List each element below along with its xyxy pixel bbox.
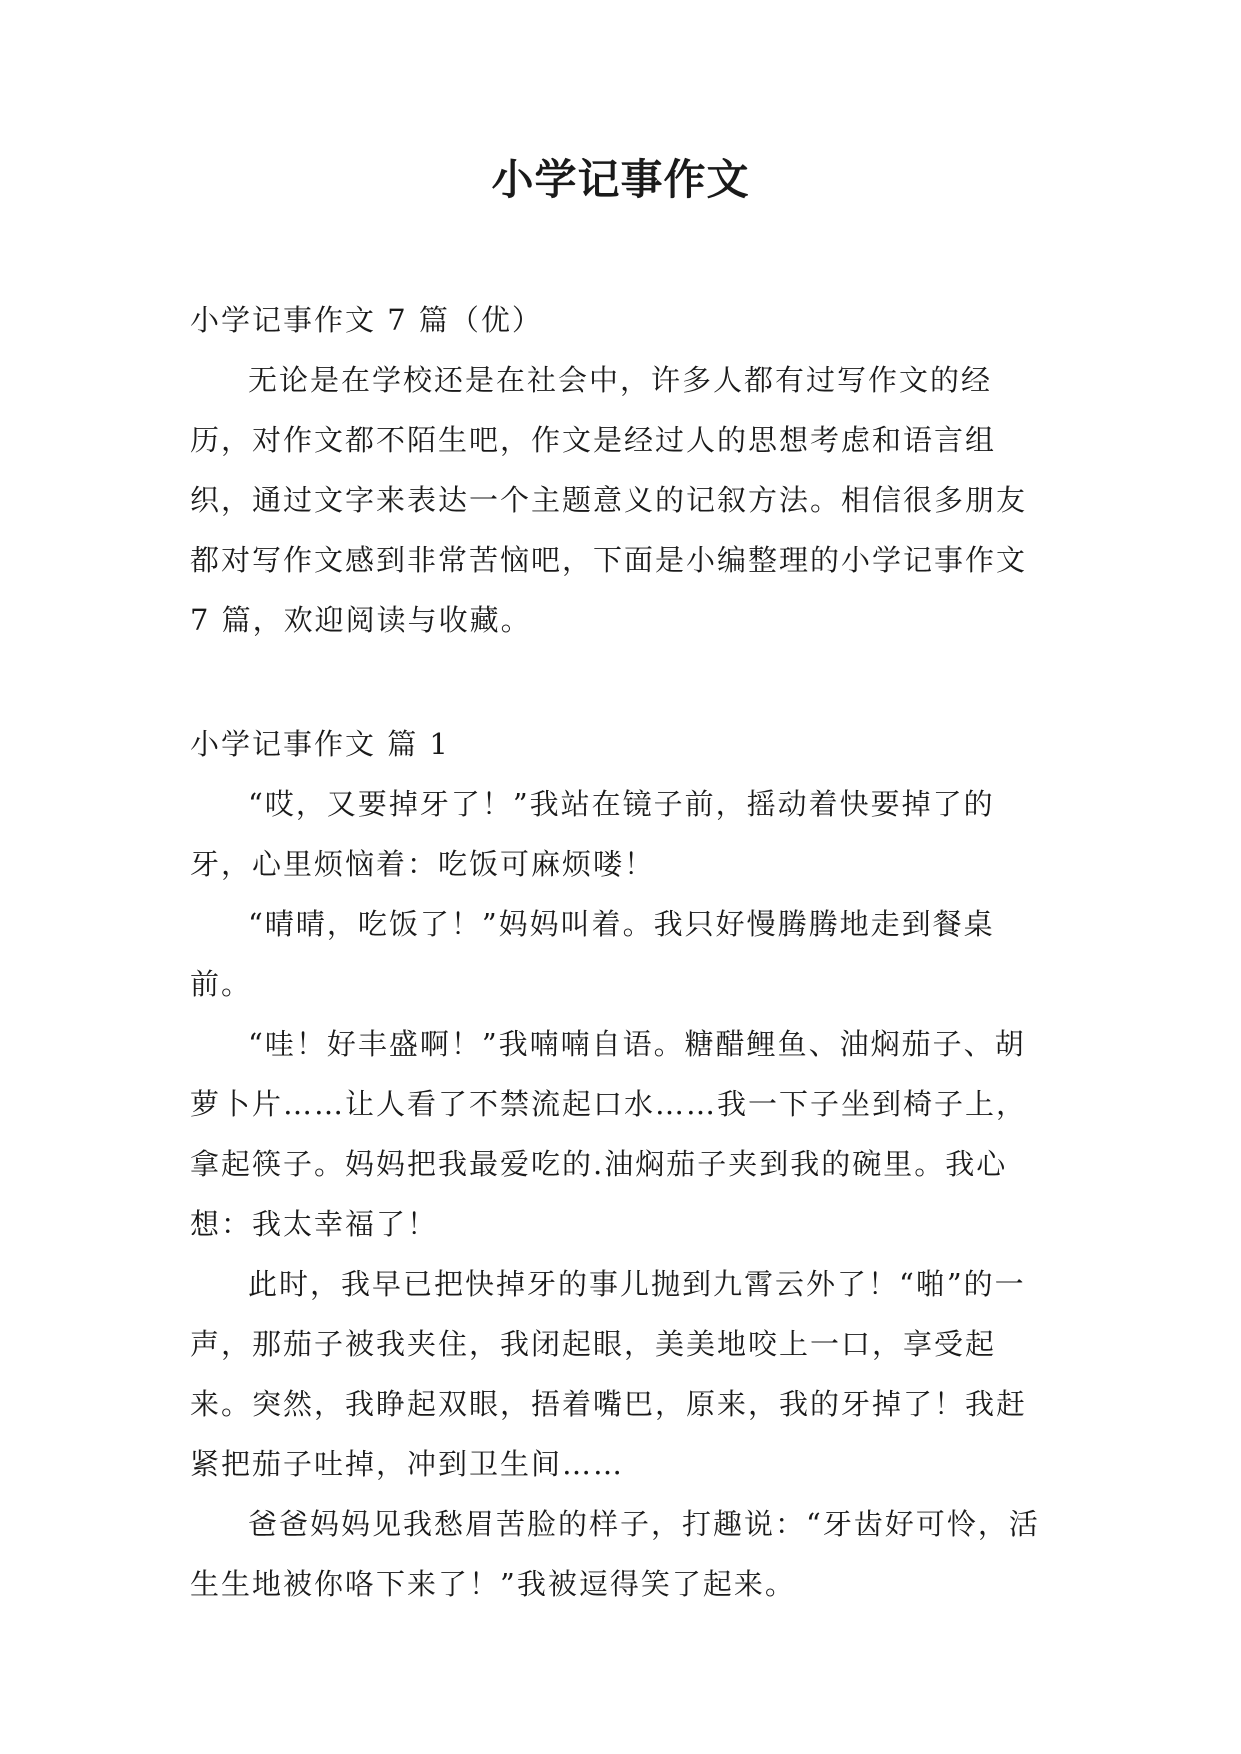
article-1-paragraph-3: “哇！好丰盛啊！”我喃喃自语。糖醋鲤鱼、油焖茄子、胡萝卜片……让人看了不禁流起口水……我一下子坐到椅子上，拿起筷子。妈妈把我最爱吃的.油焖茄子夹到我的碗里。我心想：我太幸福了！ (190, 1027, 1028, 1241)
intro-paragraph: 无论是在学校还是在社会中，许多人都有过写作文的经历，对作文都不陌生吧，作文是经过人的思想考虑和语言组织，通过文字来表达一个主题意义的记叙方法。相信很多朋友都对写作文感到非常苦恼吧，下面是小编整理的小学记事作文 7 篇，欢迎阅读与收藏。 (190, 363, 1028, 637)
intro-heading: 小学记事作文 7 篇（优） (190, 303, 543, 337)
article-1-heading: 小学记事作文 篇 1 (190, 727, 450, 761)
section-spacer (190, 650, 1050, 714)
document-title: 小学记事作文 (491, 155, 750, 204)
article-1-paragraph-1: “哎，又要掉牙了！”我站在镜子前，摇动着快要掉了的牙，心里烦恼着：吃饭可麻烦喽！ (190, 787, 995, 881)
article-1-paragraph-2: “晴晴，吃饭了！”妈妈叫着。我只好慢腾腾地走到餐桌前。 (190, 907, 995, 1001)
article-1-paragraph-4: 此时，我早已把快掉牙的事儿抛到九霄云外了！“啪”的一声，那茄子被我夹住，我闭起眼，美美地咬上一口，享受起来。突然，我睁起双眼，捂着嘴巴，原来，我的牙掉了！我赶紧把茄子吐掉，冲到卫生间…… (190, 1267, 1028, 1481)
document-body (190, 290, 1050, 1614)
article-1-paragraph-5: 爸爸妈妈见我愁眉苦脸的样子，打趣说：“牙齿好可怜，活生生地被你咯下来了！”我被逗得笑了起来。 (190, 1507, 1040, 1601)
